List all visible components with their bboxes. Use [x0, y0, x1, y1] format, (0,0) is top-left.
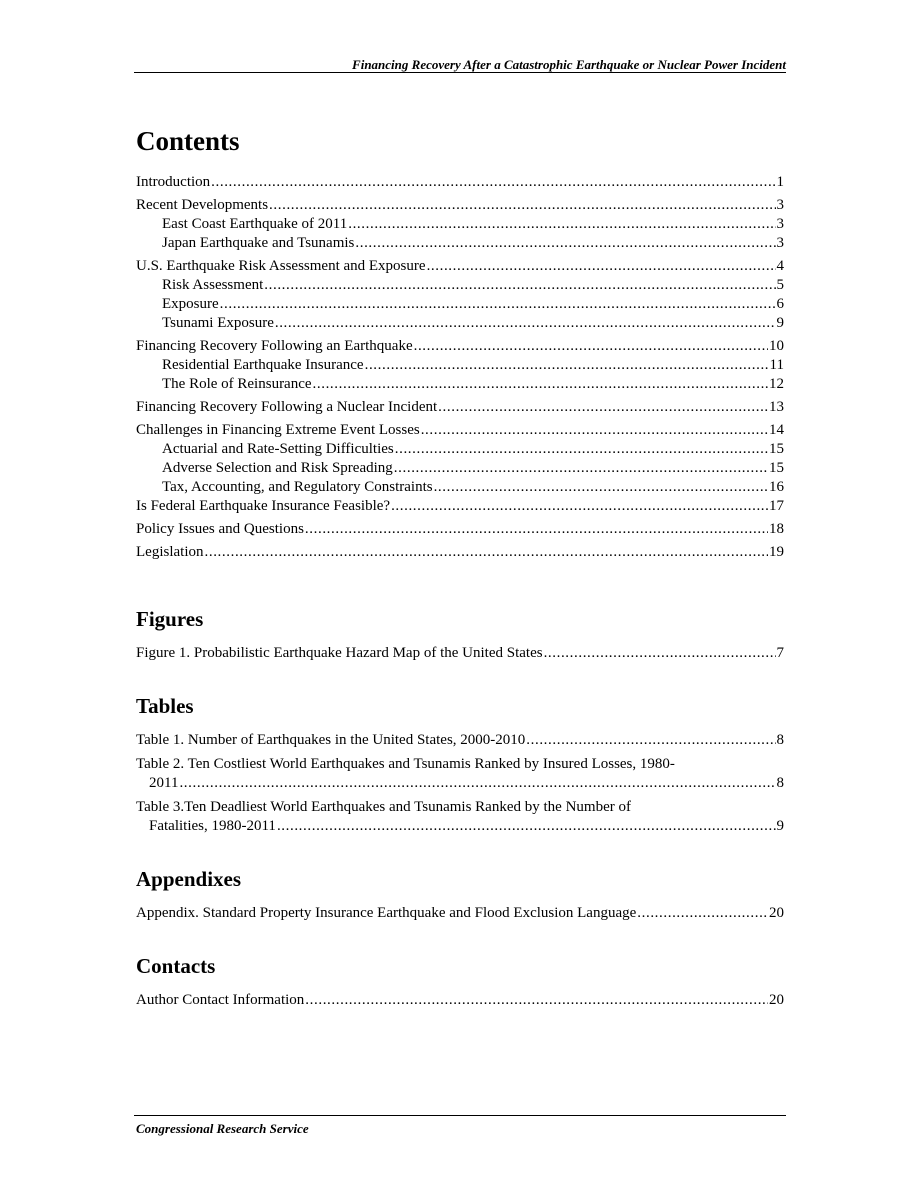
dot-leader [355, 234, 775, 253]
toc-entry-page: 12 [769, 376, 784, 392]
toc-content [136, 124, 784, 1010]
toc-entry-page: 3 [776, 235, 784, 251]
toc-entry-label: Introduction [136, 174, 211, 190]
toc-entry-page: 17 [769, 498, 784, 514]
toc-entry-label: Adverse Selection and Risk Spreading [162, 460, 393, 476]
toc-entry-label: Tsunami Exposure [162, 315, 274, 331]
toc-entry-risk-assessment-exposure[interactable] [136, 257, 784, 276]
toc-entry-page: 1 [776, 174, 784, 190]
dot-leader [305, 991, 768, 1010]
toc-entry-recent-developments[interactable] [136, 196, 784, 215]
dot-leader [427, 257, 776, 276]
appendixes-list [136, 904, 784, 923]
toc-entry-label: Financing Recovery Following an Earthquake [136, 338, 413, 354]
tables-list [136, 731, 784, 836]
dot-leader [305, 520, 768, 539]
toc-entry-page: 6 [776, 296, 784, 312]
toc-entry-page: 8 [776, 775, 784, 791]
running-header: Financing Recovery After a Catastrophic Earthquake or Nuclear Power Incident [352, 57, 786, 72]
dot-leader [391, 497, 768, 516]
toc-entry-label: Table 3.Ten Deadliest World Earthquakes and Tsunamis Ranked by the Number of [136, 799, 631, 815]
dot-leader [544, 644, 776, 663]
figures-list [136, 644, 784, 663]
toc-entry-table-2[interactable] [136, 755, 784, 793]
contacts-heading: Contacts [136, 954, 216, 978]
toc-entry-label: Author Contact Information [136, 992, 305, 1008]
toc-entry-adverse-selection[interactable] [136, 459, 784, 478]
spacer [136, 836, 784, 866]
toc-entry-risk-assessment[interactable] [136, 276, 784, 295]
toc-entry-label: Legislation [136, 544, 204, 560]
toc-entry-page: 10 [769, 338, 784, 354]
toc-entry-japan-earthquake[interactable] [136, 234, 784, 253]
toc-entry-label: Table 2. Ten Costliest World Earthquakes and Tsunamis Ranked by Insured Losses, 1980- [136, 756, 675, 772]
dot-leader [438, 398, 768, 417]
toc-entry-page: 20 [769, 992, 784, 1008]
dot-leader [637, 904, 768, 923]
toc-entry-label: Policy Issues and Questions [136, 521, 304, 537]
toc-entry-actuarial[interactable] [136, 440, 784, 459]
toc-entry-author-contact[interactable] [136, 991, 784, 1010]
appendixes-heading: Appendixes [136, 867, 242, 891]
dot-leader [211, 173, 775, 192]
toc-entry-label: Challenges in Financing Extreme Event Losses [136, 422, 420, 438]
toc-entry-reinsurance[interactable] [136, 375, 784, 394]
toc-entry-page: 14 [769, 422, 784, 438]
toc-entry-page: 9 [776, 315, 784, 331]
toc-entry-introduction[interactable] [136, 173, 784, 192]
dot-leader [434, 478, 768, 497]
toc-entry-page: 11 [769, 357, 784, 373]
dot-leader [365, 356, 769, 375]
dot-leader [277, 817, 776, 836]
toc-entry-page: 18 [769, 521, 784, 537]
toc-entry-label: Tax, Accounting, and Regulatory Constraints [162, 479, 433, 495]
toc-entry-page: 20 [769, 905, 784, 921]
toc-entry-page: 15 [769, 441, 784, 457]
dot-leader [394, 459, 768, 478]
dot-leader [205, 543, 769, 562]
dot-leader [179, 774, 775, 793]
toc-entry-label-continued: 2011 [149, 775, 179, 791]
footer-rule [134, 1115, 786, 1116]
toc-entry-label-continued: Fatalities, 1980-2011 [149, 818, 276, 834]
contents-list [136, 173, 784, 562]
spacer [136, 663, 784, 693]
toc-entry-east-coast-earthquake[interactable] [136, 215, 784, 234]
toc-entry-page: 5 [776, 277, 784, 293]
contacts-list [136, 991, 784, 1010]
toc-entry-appendix[interactable] [136, 904, 784, 923]
spacer [136, 923, 784, 953]
toc-entry-label: Exposure [162, 296, 219, 312]
dot-leader [264, 276, 775, 295]
toc-entry-page: 7 [776, 645, 784, 661]
dot-leader [220, 295, 776, 314]
toc-entry-label: Financing Recovery Following a Nuclear Incident [136, 399, 438, 415]
toc-entry-label: Residential Earthquake Insurance [162, 357, 364, 373]
toc-entry-label: Is Federal Earthquake Insurance Feasible? [136, 498, 391, 514]
dot-leader [526, 731, 775, 750]
dot-leader [269, 196, 775, 215]
toc-entry-label: Appendix. Standard Property Insurance Earthquake and Flood Exclusion Language [136, 905, 637, 921]
toc-entry-financing-earthquake[interactable] [136, 337, 784, 356]
toc-entry-page: 16 [769, 479, 784, 495]
toc-entry-label: Figure 1. Probabilistic Earthquake Hazard Map of the United States [136, 645, 543, 661]
toc-entry-label: Japan Earthquake and Tsunamis [162, 235, 355, 251]
toc-entry-table-1[interactable] [136, 731, 784, 750]
toc-entry-page: 15 [769, 460, 784, 476]
dot-leader [348, 215, 775, 234]
toc-entry-legislation[interactable] [136, 543, 784, 562]
header-rule [134, 72, 786, 73]
toc-entry-exposure[interactable] [136, 295, 784, 314]
toc-entry-label: The Role of Reinsurance [162, 376, 312, 392]
tables-heading: Tables [136, 694, 194, 718]
dot-leader [313, 375, 768, 394]
toc-entry-figure-1[interactable] [136, 644, 784, 663]
toc-entry-page: 9 [776, 818, 784, 834]
toc-entry-financing-nuclear[interactable] [136, 398, 784, 417]
toc-entry-challenges[interactable] [136, 421, 784, 440]
toc-entry-policy-issues[interactable] [136, 520, 784, 539]
toc-entry-page: 3 [776, 216, 784, 232]
toc-entry-label: East Coast Earthquake of 2011 [162, 216, 348, 232]
toc-entry-label: Actuarial and Rate-Setting Difficulties [162, 441, 394, 457]
toc-entry-tsunami-exposure[interactable] [136, 314, 784, 333]
toc-entry-label: Table 1. Number of Earthquakes in the United States, 2000-2010 [136, 732, 526, 748]
running-footer: Congressional Research Service [136, 1121, 309, 1136]
dot-leader [421, 421, 768, 440]
toc-entry-tax-accounting[interactable] [136, 478, 784, 497]
dot-leader [395, 440, 768, 459]
toc-entry-label: U.S. Earthquake Risk Assessment and Exposure [136, 258, 426, 274]
toc-entry-page: 8 [776, 732, 784, 748]
contents-heading: Contents [136, 126, 240, 156]
toc-entry-page: 13 [769, 399, 784, 415]
spacer [136, 562, 784, 606]
toc-entry-federal-insurance[interactable] [136, 497, 784, 516]
toc-entry-label: Risk Assessment [162, 277, 264, 293]
toc-entry-residential-insurance[interactable] [136, 356, 784, 375]
dot-leader [275, 314, 776, 333]
toc-entry-label: Recent Developments [136, 197, 269, 213]
toc-entry-continuation [136, 817, 784, 836]
dot-leader [414, 337, 768, 356]
figures-heading: Figures [136, 607, 204, 631]
toc-entry-table-3[interactable] [136, 798, 784, 836]
toc-entry-page: 3 [776, 197, 784, 213]
toc-entry-page: 19 [769, 544, 784, 560]
toc-entry-continuation [136, 774, 784, 793]
toc-entry-page: 4 [776, 258, 784, 274]
